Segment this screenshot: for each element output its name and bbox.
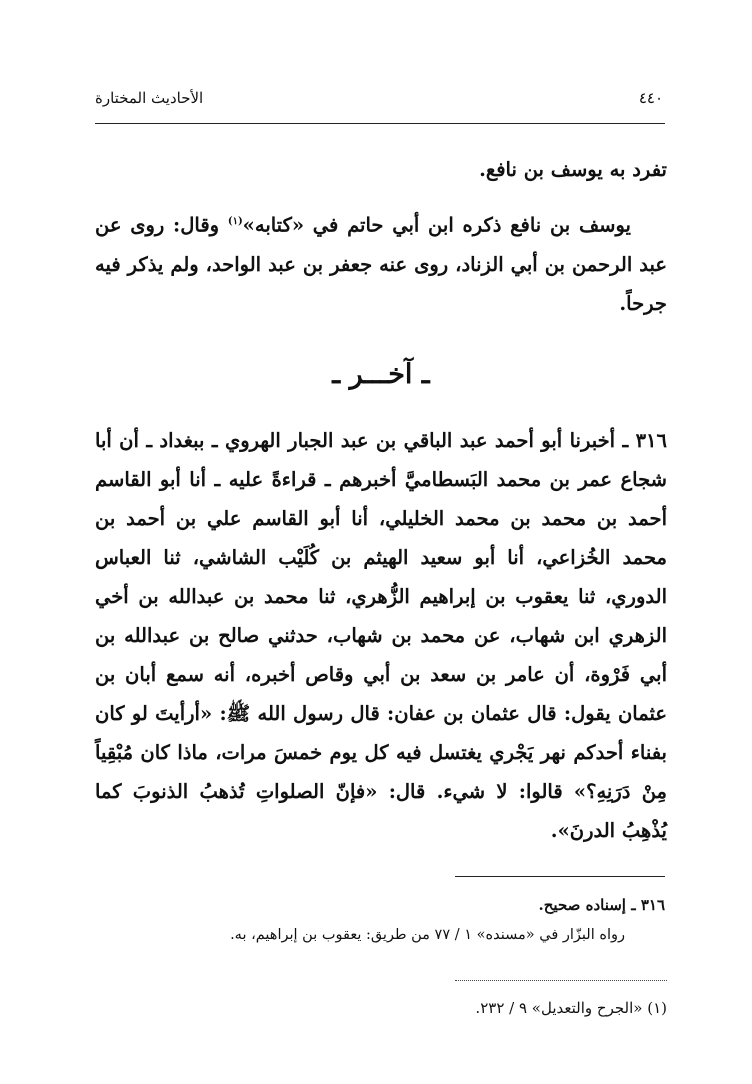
main-text <box>95 150 667 850</box>
note-grading: ٣١٦ ـ إسناده صحيح. <box>538 896 665 914</box>
header-rule <box>95 123 665 124</box>
paragraph-1: تفرد به يوسف بن نافع. <box>479 158 667 181</box>
book-title: الأحاديث المختارة <box>95 89 204 107</box>
section-title: ـ آخـــر ـ <box>332 358 430 390</box>
footnote-divider <box>455 980 667 981</box>
paragraph-2 <box>95 202 667 323</box>
paragraph-2-rest: وقال: روى عن عبد الرحمن بن أبي الزناد، روى عنه جعفر بن عبد الواحد، ولم يذكر فيه جرحاً. <box>95 213 667 315</box>
footnote: (١) «الجرح والتعديل» ٩ / ٢٣٢. <box>475 999 667 1017</box>
hadith-notes <box>160 890 665 950</box>
hadith-text: ٣١٦ ـ أخبرنا أبو أحمد عبد الباقي بن عبد الجبار الهروي ـ ببغداد ـ أن أبا شجاع عمر بن محمد البَسطاميَّ أخبرهم ـ قراءةً عليه ـ أنا أبو القاسم أحمد بن محمد بن محمد الخليلي، أنا أبو القاسم علي بن أحمد بن محمد الخُزاعي، أنا أبو سعيد الهيثم بن كُلَيْب الشاشي، ثنا العباس الدوري، ثنا يعقوب بن إبراهيم الزُّهري، ثنا محمد بن عبدالله بن أخي الزهري ابن شهاب، عن محمد بن شهاب، حدثني صالح بن عبدالله بن أبي فَرْوة، أن عامر بن سعد بن أبي وقاص أخبره، أنه سمع أبان بن عثمان يقول: قال عثمان بن عفان: قال رسول الله ﷺ: «أرأيتَ لو كان بفناء أحدكم نهر يَجْري يغتسل فيه كل يوم خمسَ مرات، ماذا كان مُبْقِياً مِنْ دَرَنِهِ؟» قالوا: لا شيء. قال: «فإنّ الصلواتِ تُذهبُ الذنوبَ كما يُذْهِبُ الدرنَ». <box>95 428 667 842</box>
footnote-ref: (١) <box>227 216 243 227</box>
page-number: ٤٤٠ <box>638 89 663 107</box>
note-source: رواه البزّار في «مسنده» ١ / ٧٧ من طريق: يعقوب بن إبراهيم، به. <box>230 927 625 943</box>
notes-divider <box>455 876 665 877</box>
page-header <box>95 84 663 112</box>
paragraph-2-main: يوسف بن نافع ذكره ابن أبي حاتم في «كتابه» <box>242 213 631 237</box>
